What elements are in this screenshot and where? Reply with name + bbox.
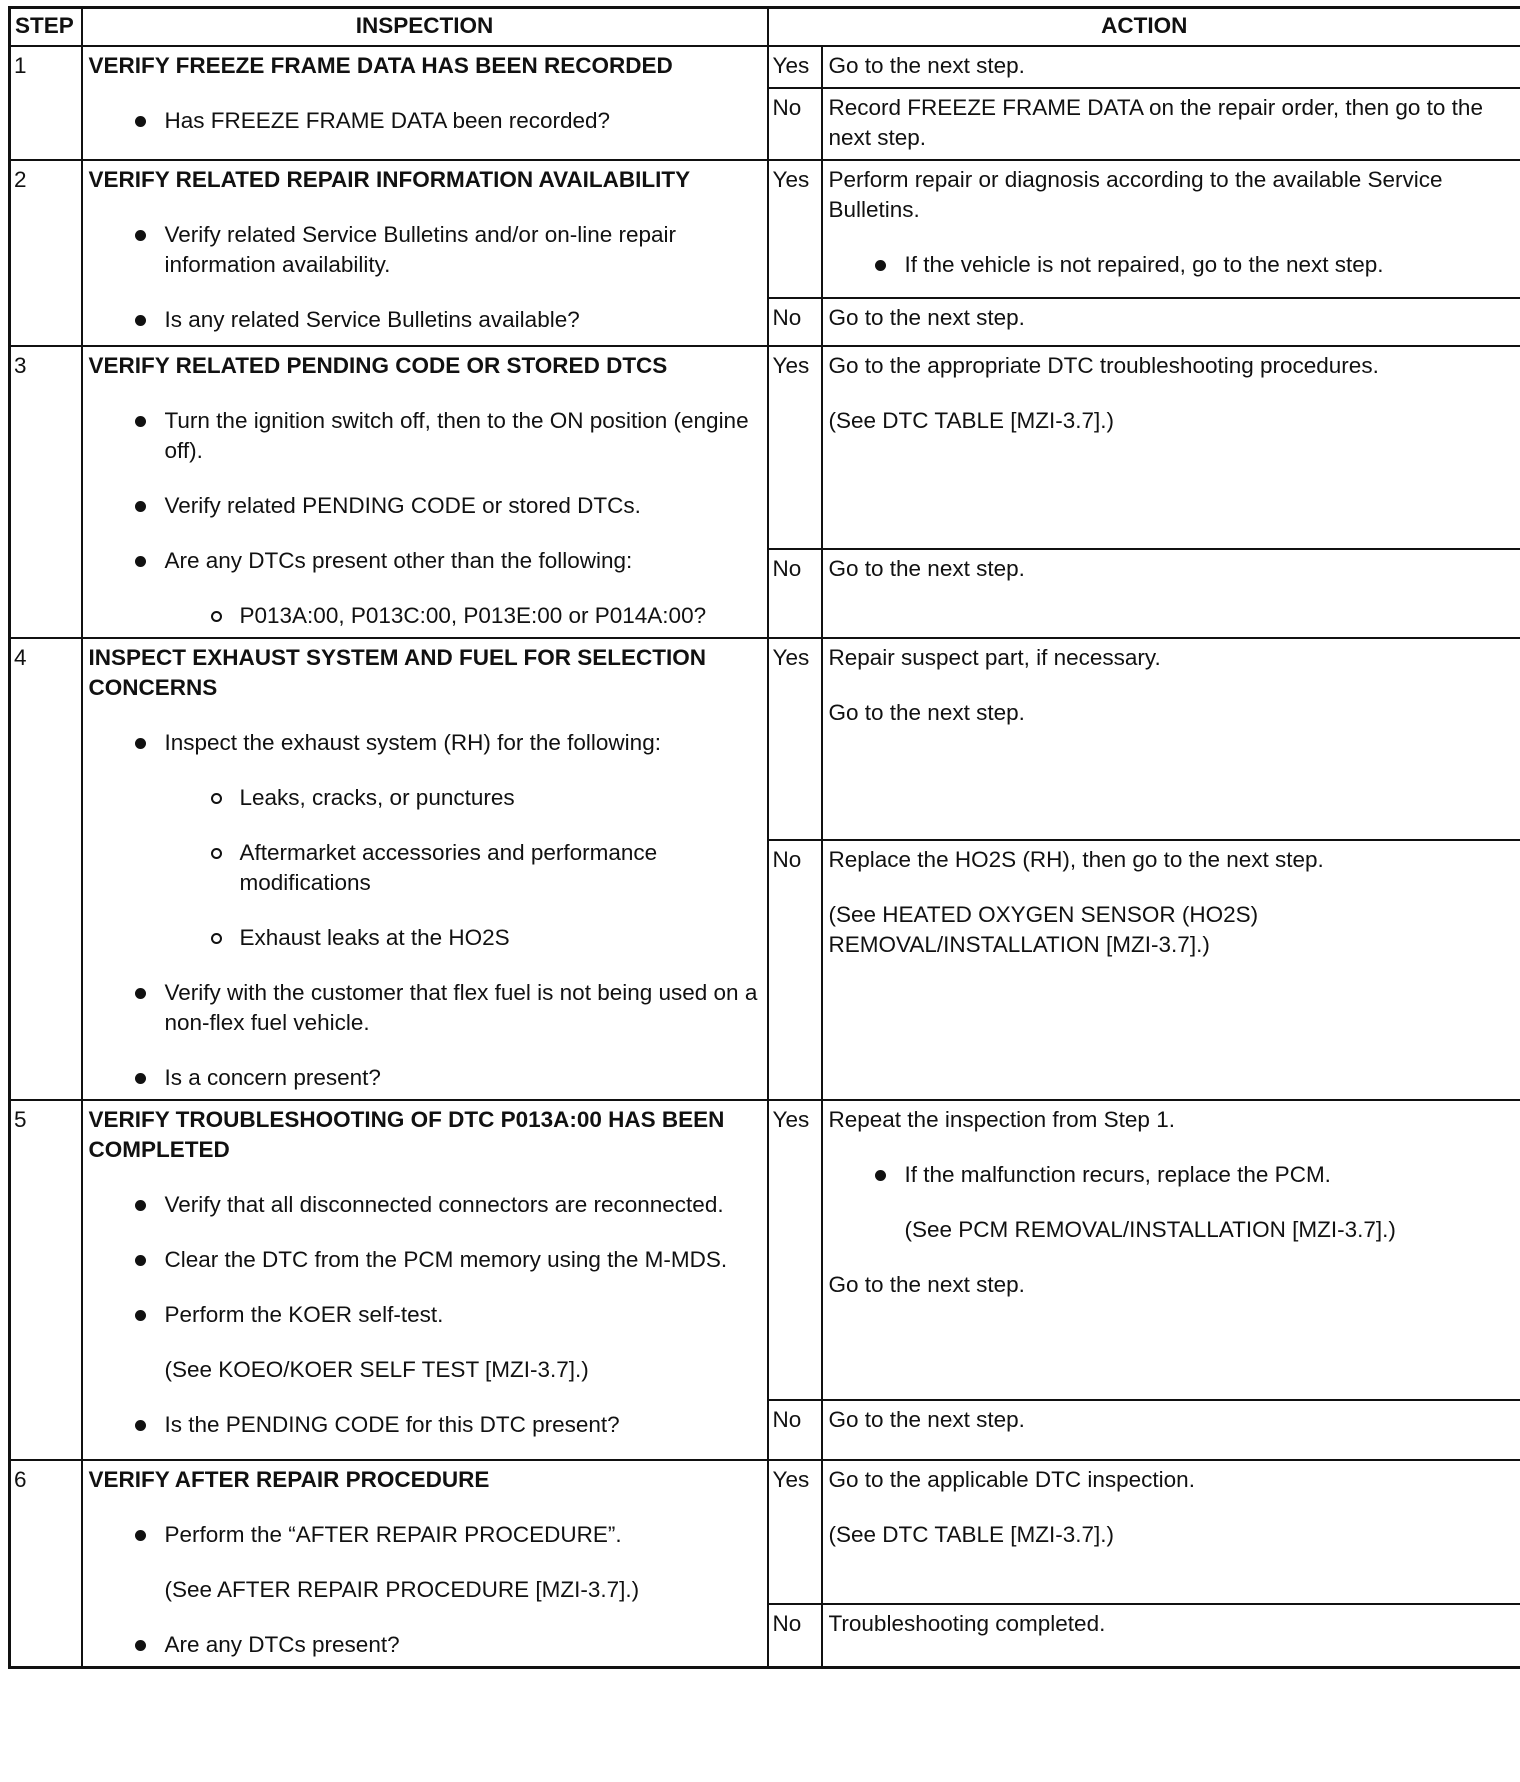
action-column-header: ACTION bbox=[768, 8, 1520, 47]
step-3-sub-bullets bbox=[89, 601, 761, 631]
step-3-bullets bbox=[89, 406, 761, 576]
step-4-number: 4 bbox=[10, 638, 82, 1100]
step-5-no-action: Go to the next step. bbox=[822, 1400, 1520, 1460]
step-1-yes-row bbox=[10, 46, 1520, 88]
step-6-inspection bbox=[82, 1460, 768, 1668]
step-4-sub-bullet-3: Exhaust leaks at the HO2S bbox=[89, 923, 761, 953]
step-2-no-action: Go to the next step. bbox=[822, 298, 1520, 346]
step-5-yes-bullet: If the malfunction recurs, replace the PCM. bbox=[829, 1160, 1515, 1190]
step-5-bullets bbox=[89, 1190, 761, 1330]
step-3-bullet-3: Are any DTCs present other than the following: bbox=[89, 546, 761, 576]
procedure-sheet bbox=[8, 6, 1520, 1669]
step-6-bullet-1: Perform the “AFTER REPAIR PROCEDURE”. bbox=[89, 1520, 761, 1550]
step-4-inspection bbox=[82, 638, 768, 1100]
step-3-no-label: No bbox=[768, 549, 822, 638]
step-4-no-action: Replace the HO2S (RH), then go to the next step. bbox=[828, 846, 1324, 872]
step-4-no-cell bbox=[822, 840, 1520, 1100]
step-5-yes-cell bbox=[822, 1100, 1520, 1400]
step-6-no-action: Troubleshooting completed. bbox=[822, 1604, 1520, 1667]
step-2-no-label: No bbox=[768, 298, 822, 346]
step-5-yes-action: Repeat the inspection from Step 1. bbox=[828, 1107, 1175, 1132]
step-6-yes-see: (See DTC TABLE [MZI-3.7].) bbox=[828, 1522, 1114, 1547]
step-6-bullets-last bbox=[89, 1630, 761, 1660]
step-5-inspection bbox=[82, 1100, 768, 1460]
step-1-title: VERIFY FREEZE FRAME DATA HAS BEEN RECORDED bbox=[88, 53, 673, 78]
inspection-column-header: INSPECTION bbox=[82, 8, 768, 47]
step-6-yes-cell bbox=[822, 1460, 1520, 1604]
step-4-no-see: (See HEATED OXYGEN SENSOR (HO2S) REMOVAL/INSTALLATION [MZI-3.7].) bbox=[828, 901, 1259, 957]
step-column-header: STEP bbox=[10, 8, 82, 47]
step-6-number: 6 bbox=[10, 1460, 82, 1668]
step-6-yes-row bbox=[10, 1460, 1520, 1604]
step-5-yes-row bbox=[10, 1100, 1520, 1400]
step-4-yes-action-2: Go to the next step. bbox=[828, 700, 1025, 725]
step-3-yes-action: Go to the appropriate DTC troubleshooting procedures. bbox=[828, 353, 1379, 378]
step-4-yes-action: Repair suspect part, if necessary. bbox=[828, 645, 1161, 670]
step-1-yes-action: Go to the next step. bbox=[822, 46, 1520, 88]
step-2-yes-label: Yes bbox=[768, 160, 822, 298]
step-5-yes-action-2: Go to the next step. bbox=[828, 1272, 1025, 1297]
step-2-inspection bbox=[82, 160, 768, 346]
step-5-number: 5 bbox=[10, 1100, 82, 1460]
step-5-bullet-1: Verify that all disconnected connectors are reconnected. bbox=[89, 1190, 761, 1220]
step-4-no-label: No bbox=[768, 840, 822, 1100]
step-6-see: (See AFTER REPAIR PROCEDURE [MZI-3.7].) bbox=[164, 1577, 640, 1602]
step-1-bullet-1: Has FREEZE FRAME DATA been recorded? bbox=[89, 106, 761, 136]
step-5-see: (See KOEO/KOER SELF TEST [MZI-3.7].) bbox=[164, 1357, 589, 1382]
step-1-no-label: No bbox=[768, 88, 822, 160]
step-2-yes-action: Perform repair or diagnosis according to the available Service Bulletins. bbox=[828, 167, 1443, 222]
step-6-bullets-first bbox=[89, 1520, 761, 1550]
step-1-yes-label: Yes bbox=[768, 46, 822, 88]
step-5-bullets-last bbox=[89, 1410, 761, 1440]
step-5-no-label: No bbox=[768, 1400, 822, 1460]
step-3-yes-row bbox=[10, 346, 1520, 549]
step-2-yes-cell bbox=[822, 160, 1520, 298]
step-3-number: 3 bbox=[10, 346, 82, 638]
step-3-bullet-1: Turn the ignition switch off, then to the ON position (engine off). bbox=[89, 406, 761, 466]
step-6-yes-action: Go to the applicable DTC inspection. bbox=[828, 1467, 1195, 1492]
step-2-yes-row bbox=[10, 160, 1520, 298]
step-2-bullet-2: Is any related Service Bulletins available? bbox=[89, 305, 761, 335]
step-3-yes-label: Yes bbox=[768, 346, 822, 549]
step-3-title: VERIFY RELATED PENDING CODE OR STORED DTCS bbox=[88, 353, 668, 378]
step-3-yes-see: (See DTC TABLE [MZI-3.7].) bbox=[828, 408, 1114, 433]
step-2-bullet-1: Verify related Service Bulletins and/or on-line repair information availability. bbox=[89, 220, 761, 280]
step-3-sub-bullet-1: P013A:00, P013C:00, P013E:00 or P014A:00? bbox=[89, 601, 761, 631]
step-5-yes-label: Yes bbox=[768, 1100, 822, 1400]
step-4-bullet-1: Inspect the exhaust system (RH) for the following: bbox=[89, 728, 761, 758]
step-1-no-action: Record FREEZE FRAME DATA on the repair order, then go to the next step. bbox=[822, 88, 1520, 160]
step-3-inspection bbox=[82, 346, 768, 638]
step-6-bullet-2: Are any DTCs present? bbox=[89, 1630, 761, 1660]
step-4-bullet-2: Verify with the customer that flex fuel is not being used on a non-flex fuel vehicle. bbox=[89, 978, 761, 1038]
diagnostic-procedure-table bbox=[8, 6, 1520, 1669]
step-2-number: 2 bbox=[10, 160, 82, 346]
step-2-yes-bullets bbox=[829, 250, 1515, 280]
step-2-title: VERIFY RELATED REPAIR INFORMATION AVAILABILITY bbox=[88, 167, 691, 192]
step-4-sub-bullets bbox=[89, 783, 761, 953]
step-5-bullet-4: Is the PENDING CODE for this DTC present? bbox=[89, 1410, 761, 1440]
step-4-bullets-after bbox=[89, 978, 761, 1093]
step-1-number: 1 bbox=[10, 46, 82, 160]
step-3-bullet-2: Verify related PENDING CODE or stored DTCs. bbox=[89, 491, 761, 521]
step-6-title: VERIFY AFTER REPAIR PROCEDURE bbox=[88, 1467, 490, 1492]
step-6-no-label: No bbox=[768, 1604, 822, 1667]
step-5-yes-bullets bbox=[829, 1160, 1515, 1190]
step-5-bullet-3: Perform the KOER self-test. bbox=[89, 1300, 761, 1330]
step-4-yes-label: Yes bbox=[768, 638, 822, 840]
step-5-yes-bullet-see: (See PCM REMOVAL/INSTALLATION [MZI-3.7].) bbox=[904, 1217, 1396, 1242]
step-6-yes-label: Yes bbox=[768, 1460, 822, 1604]
step-5-bullet-2: Clear the DTC from the PCM memory using the M-MDS. bbox=[89, 1245, 761, 1275]
step-4-bullets-first bbox=[89, 728, 761, 758]
header-row bbox=[10, 8, 1520, 47]
step-4-bullet-3: Is a concern present? bbox=[89, 1063, 761, 1093]
step-2-yes-bullet: If the vehicle is not repaired, go to the next step. bbox=[829, 250, 1515, 280]
step-3-yes-cell bbox=[822, 346, 1520, 549]
step-4-yes-row bbox=[10, 638, 1520, 840]
step-1-inspection bbox=[82, 46, 768, 160]
step-4-yes-cell bbox=[822, 638, 1520, 840]
step-1-bullets bbox=[89, 106, 761, 136]
step-2-bullets bbox=[89, 220, 761, 335]
step-5-title: VERIFY TROUBLESHOOTING OF DTC P013A:00 HAS BEEN COMPLETED bbox=[88, 1107, 725, 1162]
step-4-sub-bullet-1: Leaks, cracks, or punctures bbox=[89, 783, 761, 813]
step-4-sub-bullet-2: Aftermarket accessories and performance modifications bbox=[89, 838, 761, 898]
step-3-no-action: Go to the next step. bbox=[822, 549, 1520, 638]
step-4-title: INSPECT EXHAUST SYSTEM AND FUEL FOR SELECTION CONCERNS bbox=[88, 645, 707, 700]
